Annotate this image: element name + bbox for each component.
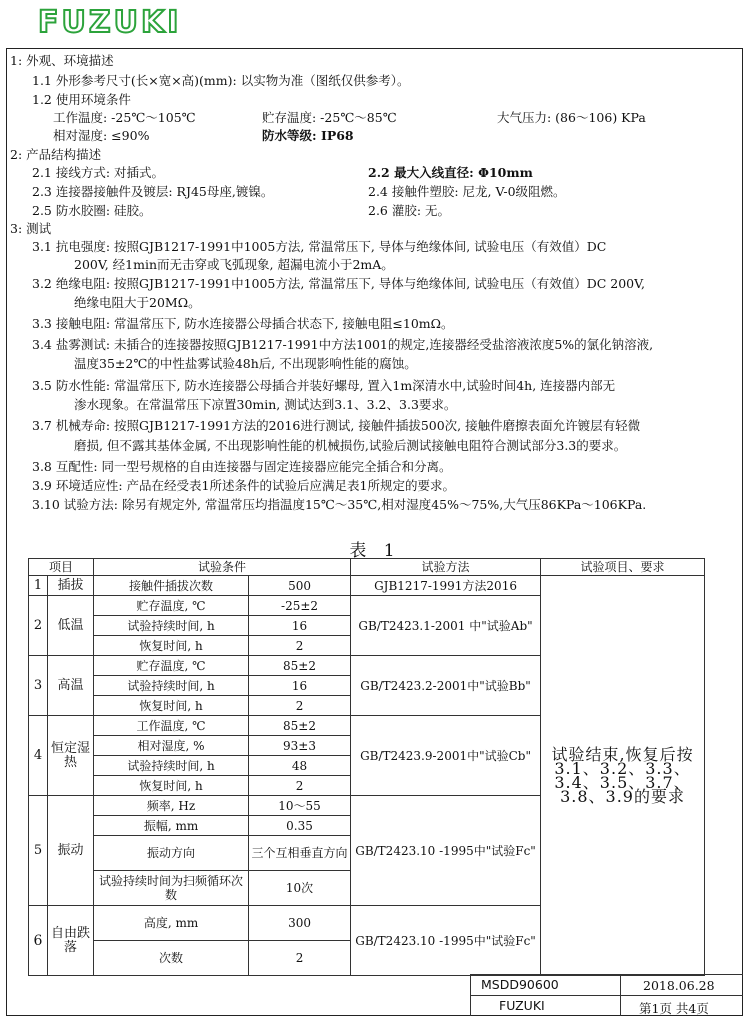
line-3-4a: 3.4 盐雾测试: 未插合的连接器按照GJB1217-1991中方法1001的规定,连接器经受盐溶液浓度5%的氯化钠溶液, [32,337,654,352]
line-3-5b: 渗水现象。在常温常压下凉置30min, 测试达到3.1、3.2、3.3要求。 [74,397,457,412]
header-condition: 试验条件 [94,559,351,576]
line-3-8: 3.8 互配性: 同一型号规格的自由连接器与固定连接器应能完全插合和分离。 [32,459,452,474]
air-pressure: 大气压力: (86～106) KPa [497,110,646,125]
condition-label: 频率, Hz [94,796,249,816]
group-no: 1 [29,576,48,596]
condition-label: 相对湿度, % [94,736,249,756]
condition-label: 工作温度, ℃ [94,716,249,736]
humidity: 相对湿度: ≤90% [53,128,150,143]
condition-value: 16 [249,676,351,696]
line-2-1: 2.1 接线方式: 对插式。 [32,165,165,180]
line-2-4: 2.4 接触件塑胶: 尼龙, V-0级阻燃。 [368,184,566,199]
line-1-2: 1.2 使用环境条件 [32,92,131,107]
condition-value: 93±3 [249,736,351,756]
condition-value: 0.35 [249,816,351,836]
header-method: 试验方法 [351,559,541,576]
condition-value: 2 [249,636,351,656]
header-requirement: 试验项目、要求 [541,559,705,576]
line-3-4b: 温度35±2℃的中性盐雾试验48h后, 不出现影响性能的腐蚀。 [74,356,417,371]
condition-value: 10～55 [249,796,351,816]
table-header-row [29,559,705,576]
group-item: 振动 [48,796,94,906]
condition-label: 试验持续时间, h [94,616,249,636]
condition-label: 振幅, mm [94,816,249,836]
condition-value: -25±2 [249,596,351,616]
table-title: 表 1 [349,541,401,561]
group-no: 4 [29,716,48,796]
working-temp: 工作温度: -25℃～105℃ [53,110,196,125]
line-3-9: 3.9 环境适应性: 产品在经受表1所述条件的试验后应满足表1所规定的要求。 [32,478,455,493]
condition-value: 10次 [249,871,351,906]
condition-value: 48 [249,756,351,776]
section-2-heading: 2: 产品结构描述 [10,147,102,162]
table-row [29,576,705,596]
group-no: 5 [29,796,48,906]
line-3-2b: 绝缘电阻大于20MΩ。 [74,295,201,310]
condition-label: 恢复时间, h [94,636,249,656]
condition-label: 次数 [94,941,249,976]
line-3-7b: 磨损, 但不露其基体金属, 不出现影响性能的机械损伤,试验后测试接触电阻符合测试部分3.3的要求。 [74,438,627,453]
group-item: 恒定湿热 [48,716,94,796]
group-no: 3 [29,656,48,716]
waterproof-grade: 防水等级: IP68 [262,128,354,143]
condition-value: 16 [249,616,351,636]
group-item: 插拔 [48,576,94,596]
condition-value: 2 [249,776,351,796]
group-item: 低温 [48,596,94,656]
title-block [470,974,743,1016]
line-3-1a: 3.1 抗电强度: 按照GJB1217-1991中1005方法, 常温常压下, 导体与绝缘体间, 试验电压（有效值）DC [32,239,607,254]
group-item: 自由跌落 [48,906,94,976]
condition-value: 2 [249,941,351,976]
test-method: GB/T2423.9-2001中"试验Cb" [351,716,541,796]
section-1-heading: 1: 外观、环境描述 [10,53,114,68]
group-item: 高温 [48,656,94,716]
condition-label: 试验持续时间, h [94,756,249,776]
group-no: 2 [29,596,48,656]
header-item: 项目 [29,559,94,576]
condition-label: 恢复时间, h [94,696,249,716]
test-method: GB/T2423.1-2001 中"试验Ab" [351,596,541,656]
line-2-3: 2.3 连接器接触件及镀层: RJ45母座,镀镍。 [32,184,274,199]
company-name: FUZUKI [470,995,620,1016]
test-method: GB/T2423.10 -1995中"试验Fc" [351,906,541,976]
doc-number: MSDD90600 [470,974,620,995]
requirement-cell: 试验结束,恢复后按3.1、3.2、3.3、3.4、3.5、3.7、3.8、3.9的要求 [541,576,705,976]
group-no: 6 [29,906,48,976]
page-indicator: 第1页 共4页 [620,995,743,1016]
condition-label: 高度, mm [94,906,249,941]
line-2-6: 2.6 灌胶: 无。 [368,203,451,218]
test-method: GB/T2423.10 -1995中"试验Fc" [351,796,541,906]
condition-value: 500 [249,576,351,596]
line-3-3: 3.3 接触电阻: 常温常压下, 防水连接器公母插合状态下, 接触电阻≤10mΩ。 [32,316,454,331]
condition-label: 贮存温度, ℃ [94,656,249,676]
line-2-2: 2.2 最大入线直径: Φ10mm [368,165,533,180]
condition-label: 振动方向 [94,836,249,871]
condition-value: 85±2 [249,656,351,676]
line-3-10: 3.10 试验方法: 除另有规定外, 常温常压均指温度15℃～35℃,相对湿度45%～75%,大气压86KPa～106KPa. [32,497,647,512]
line-3-1b: 200V, 经1min而无击穿或飞弧现象, 超漏电流小于2mA。 [74,257,394,272]
condition-label: 恢复时间, h [94,776,249,796]
line-3-5a: 3.5 防水性能: 常温常压下, 防水连接器公母插合并装好螺母, 置入1m深清水中,试验时间4h, 连接器内部无 [32,378,616,393]
condition-value: 300 [249,906,351,941]
fuzuki-logo: FUZUKI [38,5,182,40]
line-3-2a: 3.2 绝缘电阻: 按照GJB1217-1991中1005方法, 常温常压下, 导体与绝缘体间, 试验电压（有效值）DC 200V, [32,276,645,291]
condition-value: 85±2 [249,716,351,736]
condition-label: 试验持续时间, h [94,676,249,696]
doc-date: 2018.06.28 [620,974,743,995]
line-2-5: 2.5 防水胶圈: 硅胶。 [32,203,152,218]
line-1-1: 1.1 外形参考尺寸(长×宽×高)(mm): 以实物为准（图纸仅供参考）。 [32,73,410,88]
section-3-heading: 3: 测试 [10,221,52,236]
storage-temp: 贮存温度: -25℃～85℃ [262,110,397,125]
line-3-7a: 3.7 机械寿命: 按照GJB1217-1991方法的2016进行测试, 接触件插拔500次, 接触件磨擦表面允许镀层有轻微 [32,418,641,433]
test-method: GB/T2423.2-2001中"试验Bb" [351,656,541,716]
test-table [28,558,705,976]
condition-value: 三个互相垂直方向 [249,836,351,871]
condition-label: 接触件插拔次数 [94,576,249,596]
condition-label: 贮存温度, ℃ [94,596,249,616]
condition-value: 2 [249,696,351,716]
condition-label: 试验持续时间为扫频循环次数 [94,871,249,906]
test-method: GJB1217-1991方法2016 [351,576,541,596]
